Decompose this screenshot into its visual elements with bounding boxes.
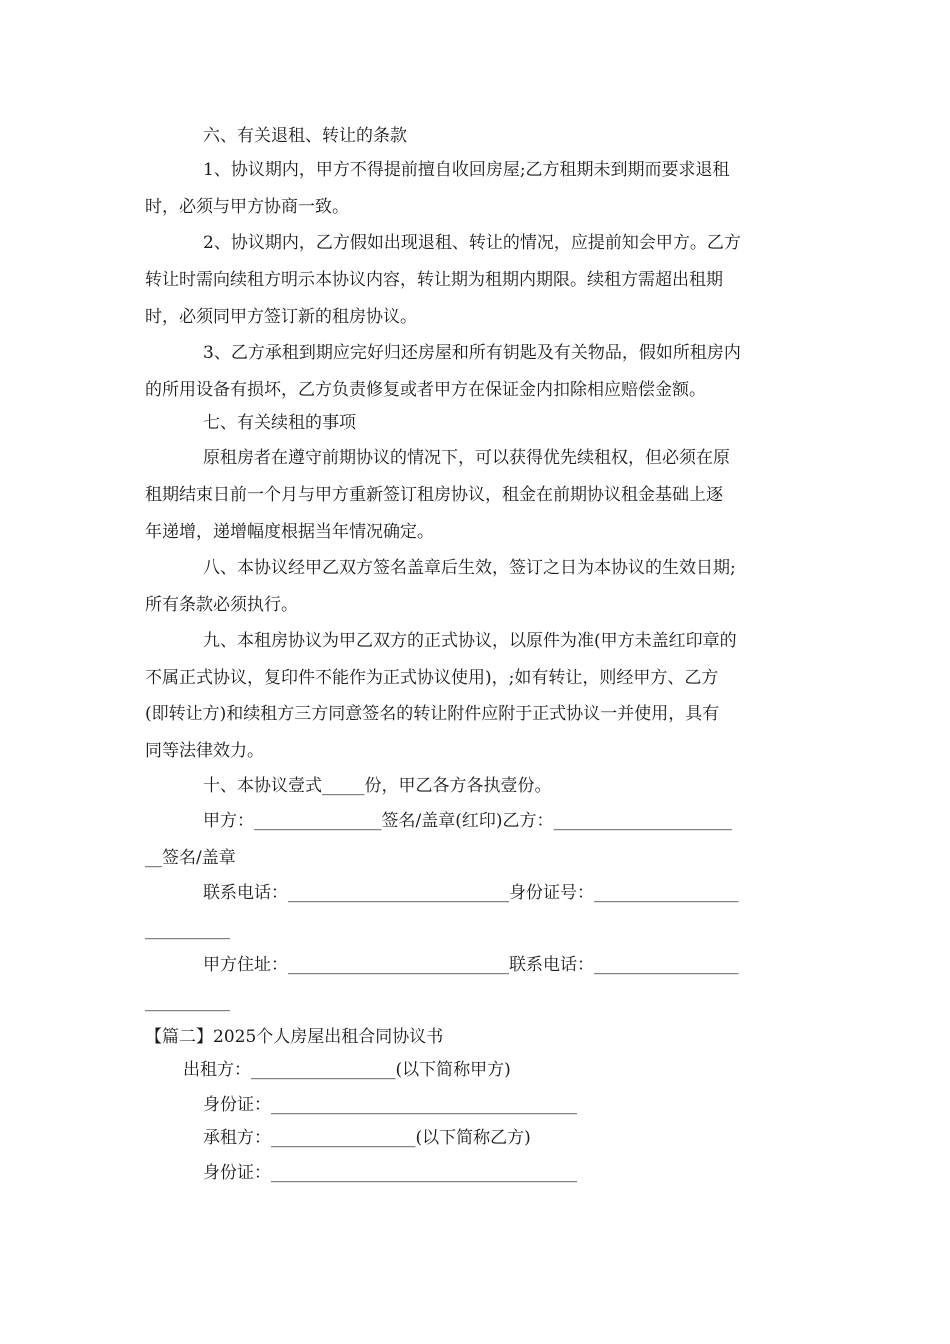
paragraph-line: 1、协议期内，甲方不得提前擅自收回房屋;乙方租期未到期而要求退租 (203, 160, 730, 180)
copies-clause: 十、本协议壹式_____份，甲乙各方各执壹份。 (203, 776, 552, 796)
paragraph-line: 3、乙方承租到期应完好归还房屋和所有钥匙及有关物品，假如所租房内 (203, 343, 741, 363)
paragraph-line: 时，必须与甲方协商一致。 (145, 197, 349, 217)
signature-line-party-a-b: 甲方：_______________签名/盖章(红印)乙方：_____________________ (203, 811, 732, 831)
paragraph-line: 不属正式协议，复印件不能作为正式协议使用)，;如有转让，则经甲方、乙方 (145, 668, 719, 688)
paragraph-line: 2、协议期内，乙方假如出现退租、转让的情况，应提前知会甲方。乙方 (203, 233, 741, 253)
blank-line-continued: __________ (145, 920, 230, 940)
section-title-part-two: 【篇二】2025个人房屋出租合同协议书 (145, 1027, 444, 1047)
paragraph-line: 同等法律效力。 (145, 741, 264, 761)
contact-phone-id-line: 联系电话：__________________________身份证号：_________________ (203, 883, 739, 903)
paragraph-line: 原租房者在遵守前期协议的情况下，可以获得优先续租权，但必须在原 (203, 448, 730, 468)
paragraph-line: 时，必须同甲方签订新的租房协议。 (145, 307, 417, 327)
paragraph-line: 八、本协议经甲乙双方签名盖章后生效，签订之日为本协议的生效日期; (203, 558, 736, 578)
paragraph-line: 的所用设备有损坏，乙方负责修复或者甲方在保证金内扣除相应赔偿金额。 (145, 380, 706, 400)
paragraph-line: 租期结束日前一个月与甲方重新签订租房协议，租金在前期协议租金基础上逐 (145, 485, 723, 505)
section-heading-renewal: 七、有关续租的事项 (203, 413, 356, 433)
signature-line-continued: __签名/盖章 (145, 848, 236, 868)
paragraph-line: 转让时需向续租方明示本协议内容，转让期为租期内期限。续租方需超出租期 (145, 270, 723, 290)
lessee-id-field-line: 身份证：____________________________________ (203, 1163, 577, 1183)
section-heading-termination: 六、有关退租、转让的条款 (203, 126, 407, 146)
paragraph-line: (即转让方)和续租方三方同意签名的转让附件应附于正式协议一并使用，具有 (145, 704, 720, 724)
blank-line-continued: __________ (145, 992, 230, 1012)
lessor-id-field-line: 身份证：____________________________________ (203, 1095, 577, 1115)
paragraph-line: 九、本租房协议为甲乙双方的正式协议，以原件为准(甲方未盖红印章的 (203, 631, 737, 651)
address-phone-line: 甲方住址：__________________________联系电话：_________________ (203, 955, 739, 975)
lessor-field-line: 出租方：_________________(以下简称甲方) (183, 1060, 511, 1080)
lessee-field-line: 承租方：_________________(以下简称乙方) (203, 1128, 531, 1148)
paragraph-line: 年递增，递增幅度根据当年情况确定。 (145, 522, 434, 542)
paragraph-line: 所有条款必须执行。 (145, 595, 298, 615)
